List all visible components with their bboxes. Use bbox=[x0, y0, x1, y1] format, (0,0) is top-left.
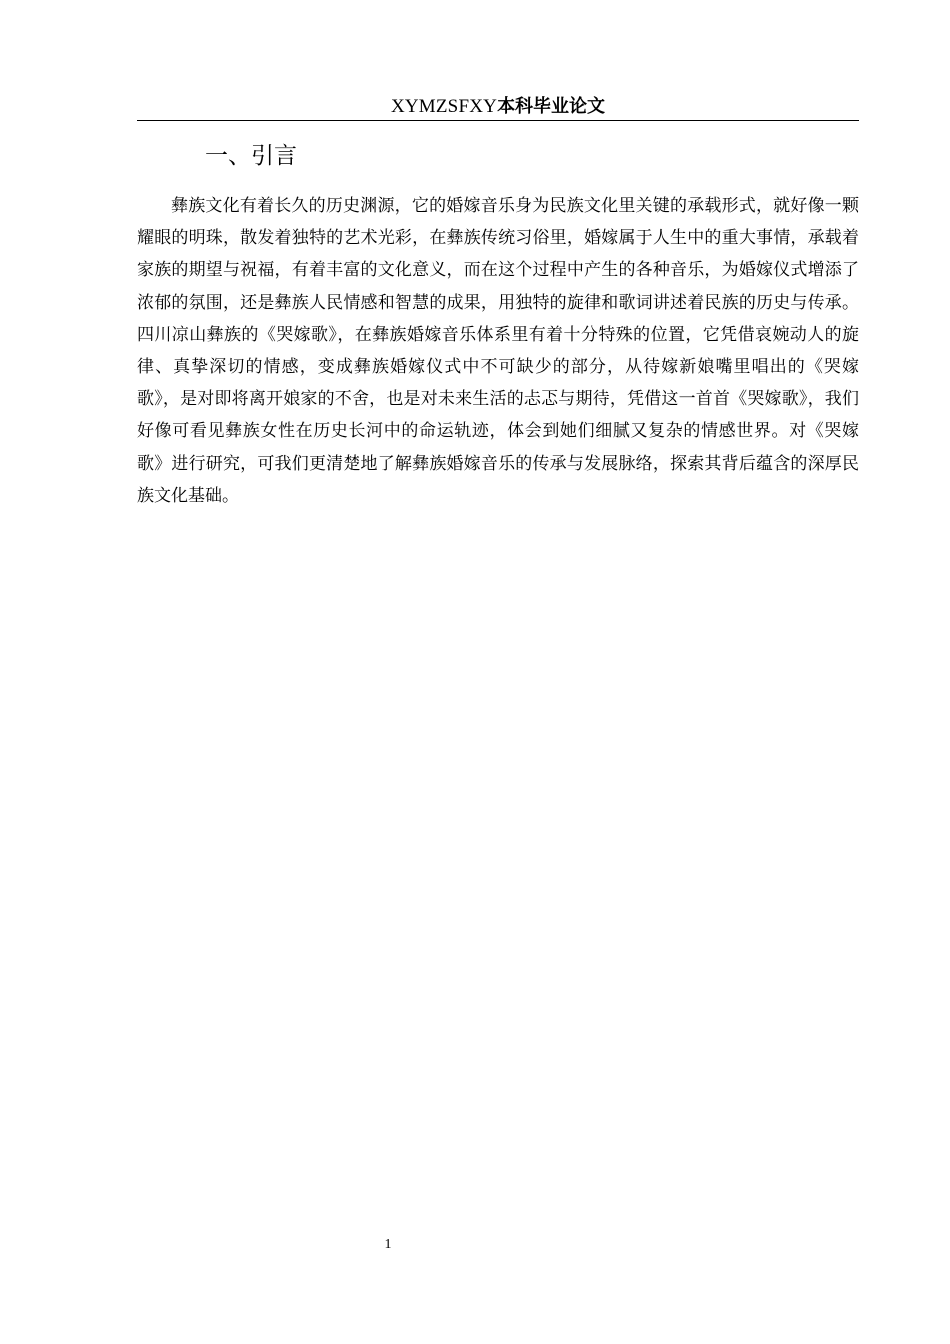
header-school-code: XYMZSFXY bbox=[390, 96, 498, 117]
header-thesis-label: 本科毕业论文 bbox=[497, 96, 606, 117]
page-number: 1 bbox=[384, 1237, 392, 1252]
body-paragraph: 彝族文化有着长久的历史渊源，它的婚嫁音乐身为民族文化里关键的承载形式，就好像一颗耀眼的明珠，散发着独特的艺术光彩，在彝族传统习俗里，婚嫁属于人生中的重大事情，承载着家族的期望与祝福，有着丰富的文化意义，而在这个过程中产生的各种音乐，为婚嫁仪式增添了浓郁的氛围，还是彝族人民情感和智慧的成果，用独特的旋律和歌词讲述着民族的历史与传承。四川凉山彝族的《哭嫁歌》，在彝族婚嫁音乐体系里有着十分特殊的位置，它凭借哀婉动人的旋律、真挚深切的情感，变成彝族婚嫁仪式中不可缺少的部分，从待嫁新娘嘴里唱出的《哭嫁歌》，是对即将离开娘家的不舍，也是对未来生活的忐忑与期待，凭借这一首首《哭嫁歌》，我们好像可看见彝族女性在历史长河中的命运轨迹，体会到她们细腻又复杂的情感世界。对《哭嫁歌》进行研究，可我们更清楚地了解彝族婚嫁音乐的传承与发展脉络，探索其背后蕴含的深厚民族文化基础。 bbox=[137, 196, 859, 506]
section-heading: 一、引言 bbox=[205, 143, 297, 169]
page-header bbox=[137, 92, 859, 121]
